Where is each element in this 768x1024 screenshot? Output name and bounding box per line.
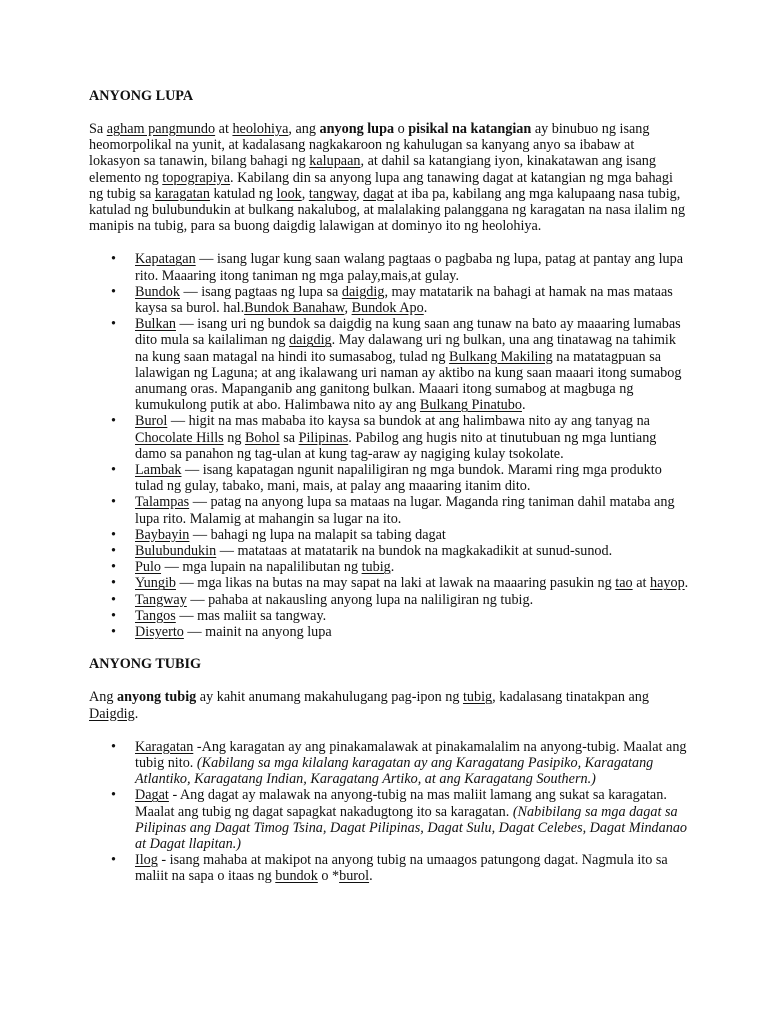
link-talampas[interactable]: Talampas	[135, 494, 190, 511]
note-dagat: (Nabibilang sa mga dagat sa Pilipinas ang Dagat Timog Tsina, Dagat Pilipinas, Dagat Sulu, Dagat Celebes, Dagat Mindanao at Dagat llapitan.)	[135, 803, 688, 852]
link-tangos[interactable]: Tangos	[135, 607, 176, 624]
link-agham-pangmundo[interactable]: agham pangmundo	[106, 121, 216, 137]
section-heading-anyong-lupa: ANYONG LUPA	[89, 88, 194, 104]
list-item-talampas: • Talampas — patag na anyong lupa sa mataas na lugar. Maganda ring taniman dahil mataba ang lupa rito. Malamig at mahangin sa lugar na ito.	[135, 494, 689, 526]
list-item-lambak: • Lambak — isang kapatagan ngunit napaliligiran ng mga bundok. Marami ring mga produkto tulad ng gulay, tabako, mani, mais, at palay ang maaaring itanim dito.	[135, 462, 689, 494]
link-bulkang-pinatubo[interactable]: Bulkang Pinatubo	[419, 397, 522, 414]
link-chocolate-hills[interactable]: Chocolate Hills	[135, 429, 224, 446]
note-karagatan: (Kabilang sa mga kilalang karagatan ay ang Karagatang Pasipiko, Karagatang Atlantiko, Karagatang Indian, Karagatang Artiko, at ang Karagatang Southern.)	[135, 754, 654, 788]
link-baybayin[interactable]: Baybayin	[135, 526, 190, 543]
section-heading-anyong-tubig: ANYONG TUBIG	[89, 656, 202, 673]
link-yungib[interactable]: Yungib	[135, 575, 176, 592]
link-look[interactable]: look	[276, 185, 302, 202]
list-item-ilog: • Ilog - isang mahaba at makipot na anyong tubig na umaagos patungong dagat. Nagmula ito sa maliit na sapa o itaas ng bundok o *burol.	[135, 852, 689, 884]
link-topograpiya[interactable]: topograpiya	[162, 169, 231, 186]
list-item-tangway: • Tangway — pahaba at nakausling anyong lupa na naliligiran ng tubig.	[135, 592, 689, 608]
link-heolohiya[interactable]: heolohiya	[232, 121, 289, 137]
list-item-bulkan: • Bulkan — isang uri ng bundok sa daigdig na kung saan ang tunaw na bato ay maaaring lumabas dito mula sa kailaliman ng daigdig. May dalawang uri ng bulkan, una ang tinatawag na tahimik na kung saan matagal na hindi ito sumasabog, tulad ng Bulkang Makiling na matatagpuan sa lalawigan ng Laguna; at ang ikalawang uri naman ay aktibo na kung saan maaari itong sumabog anumang oras. Mapanganib ang ganitong bulkan. Maaari itong sumabog at magbuga ng kumukulong putik at abo. Halimbawa nito ay ang Bulkang Pinatubo.	[135, 316, 689, 413]
list-anyong-tubig	[89, 739, 689, 885]
link-kalupaan[interactable]: kalupaan	[309, 153, 361, 170]
link-tao[interactable]: tao	[615, 575, 633, 592]
link-karagatan[interactable]: karagatan	[154, 185, 210, 202]
link-daigdig[interactable]: daigdig	[289, 332, 332, 349]
list-item-burol: • Burol — higit na mas mababa ito kaysa sa bundok at ang halimbawa nito ay ang tanyag na Chocolate Hills ng Bohol sa Pilipinas. Pabilog ang hugis nito at tinutubuan ng mga luntiang damo sa panahon ng tag-ulan at kung tag-araw ay nagiging kulay tsokolate.	[135, 413, 689, 462]
document-body	[89, 88, 689, 885]
list-item-baybayin: • Baybayin — bahagi ng lupa na malapit sa tabing dagat	[135, 527, 689, 543]
intro-paragraph-anyong-tubig: Ang anyong tubig ay kahit anumang makahulugang pag-ipon ng tubig, kadalasang tinatakpan ang Daigdig.	[89, 689, 649, 722]
list-item-bundok: • Bundok — isang pagtaas ng lupa sa daigdig, may matatarik na bahagi at hamak na mas mataas kaysa sa burol. hal.Bundok Banahaw, Bundok Apo.	[135, 284, 689, 316]
link-tubig[interactable]: tubig	[361, 559, 391, 576]
link-lambak[interactable]: Lambak	[135, 462, 182, 479]
link-tubig-intro[interactable]: tubig	[462, 689, 493, 706]
link-bundok-banahaw[interactable]: Bundok Banahaw	[244, 300, 345, 317]
link-disyerto[interactable]: Disyerto	[135, 624, 184, 641]
link-bohol[interactable]: Bohol	[244, 429, 280, 446]
link-daigdig-intro[interactable]: Daigdig	[89, 705, 135, 722]
list-item-bulubundukin: • Bulubundukin — matataas at matatarik na bundok na magkakadikit at sunud-sunod.	[135, 543, 689, 559]
term-pisikal-na-katangian: pisikal na katangian	[408, 121, 532, 137]
link-dagat-item[interactable]: Dagat	[135, 787, 169, 804]
list-item-karagatan: • Karagatan -Ang karagatan ay ang pinakamalawak at pinakamalalim na anyong-tubig. Maalat ang tubig nito. (Kabilang sa mga kilalang karagatan ay ang Karagatang Pasipiko, Karagatang Atlantiko, Karagatang Indian, Karagatang Artiko, at ang Karagatang Southern.)	[135, 739, 689, 788]
link-pilipinas[interactable]: Pilipinas	[298, 429, 349, 446]
list-item-yungib: • Yungib — mga likas na butas na may sapat na laki at lawak na maaaring pasukin ng tao at hayop.	[135, 575, 689, 591]
link-bulkang-makiling[interactable]: Bulkang Makiling	[449, 348, 553, 365]
intro-paragraph-anyong-lupa: Sa agham pangmundo at heolohiya, ang anyong lupa o pisikal na katangian ay binubuo ng isang heomorpolikal na yunit, at kadalasang nagkakaroon ng kahulugan sa kanyang anyo sa ibabaw at lokasyon sa tanawin, bilang bahagi ng kalupaan, at dahil sa katangiang iyon, kinakatawan ang isang elemento ng topograpiya. Kabilang din sa anyong lupa ang tanawing dagat at katangian ng mga bahagi ng tubig sa karagatan katulad ng look, tangway, dagat at iba pa, kabilang ang mga kalupaang nasa tubig, katulad ng bulubundukin at bulkang nakalubog, at malalaking palanggana ng karagatan na nasa ilalim ng manipis na tubig, para sa buong daigdig lalawigan at dominyo ito ng heolohiya.	[89, 121, 686, 235]
list-item-dagat: • Dagat - Ang dagat ay malawak na anyong-tubig na mas maliit lamang ang sukat sa karagatan. Maalat ang tubig ng dagat sapagkat nakadugtong ito sa karagatan. (Nabibilang sa mga dagat sa Pilipinas ang Dagat Timog Tsina, Dagat Pilipinas, Dagat Sulu, Dagat Celebes, Dagat Mindanao at Dagat llapitan.)	[135, 787, 689, 852]
list-anyong-lupa	[89, 251, 689, 640]
link-bulkan[interactable]: Bulkan	[135, 316, 176, 333]
link-karagatan-item[interactable]: Karagatan	[135, 738, 194, 755]
term-anyong-lupa: anyong lupa	[319, 121, 395, 137]
link-kapatagan[interactable]: Kapatagan	[135, 251, 196, 268]
link-tangway[interactable]: tangway	[308, 185, 357, 202]
link-bundok-ilog[interactable]: bundok	[275, 868, 318, 885]
link-dagat[interactable]: dagat	[363, 185, 394, 202]
list-item-disyerto: • Disyerto — mainit na anyong lupa	[135, 624, 689, 640]
link-bundok[interactable]: Bundok	[135, 283, 180, 300]
link-bundok-apo[interactable]: Bundok Apo	[351, 300, 424, 317]
link-bulubundukin[interactable]: Bulubundukin	[135, 543, 217, 560]
link-pulo[interactable]: Pulo	[135, 559, 162, 576]
link-daigdig[interactable]: daigdig	[341, 283, 385, 300]
link-burol[interactable]: Burol	[135, 413, 168, 430]
list-item-tangos: • Tangos — mas maliit sa tangway.	[135, 608, 689, 624]
link-hayop[interactable]: hayop	[649, 575, 685, 592]
list-item-kapatagan: • Kapatagan — isang lugar kung saan walang pagtaas o pagbaba ng lupa, patag at pantay ang lupa rito. Maaaring itong taniman ng mga palay,mais,at gulay.	[135, 251, 689, 283]
link-ilog[interactable]: Ilog	[135, 852, 158, 869]
link-burol-ilog[interactable]: burol	[339, 868, 370, 885]
link-tangway-item[interactable]: Tangway	[135, 591, 187, 608]
term-anyong-tubig: anyong tubig	[116, 689, 197, 706]
list-item-pulo: • Pulo — mga lupain na napalilibutan ng tubig.	[135, 559, 689, 575]
